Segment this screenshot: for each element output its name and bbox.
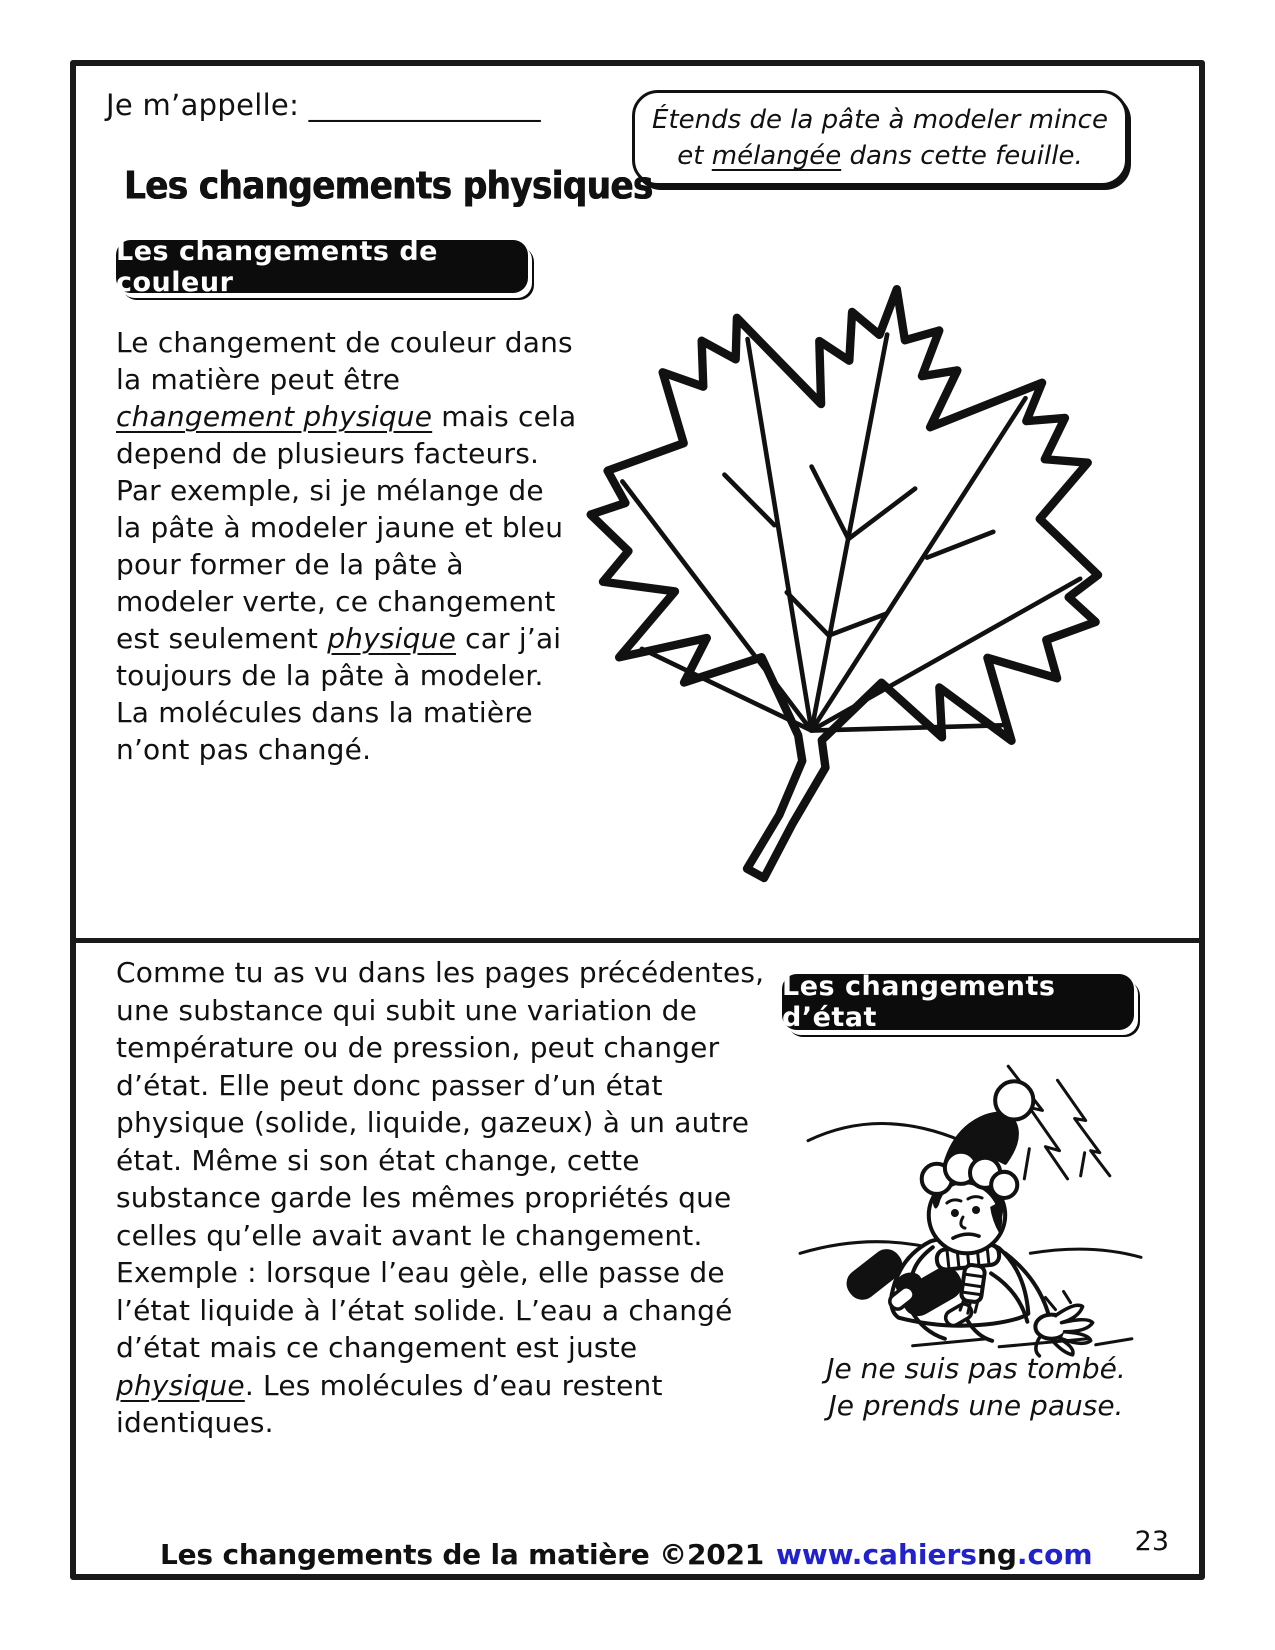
maple-leaf-illustration: [548, 258, 1136, 908]
instruction-box: [632, 90, 1128, 186]
page-number: 23: [1134, 1526, 1169, 1557]
para1-part3: car j’ai toujours de la pâte à modeler. La molécules dans la matière n’ont pas changé.: [116, 622, 562, 766]
name-label: Je m’appelle:: [106, 88, 300, 122]
url-com: .com: [1016, 1538, 1093, 1571]
boy-right-hand: [1035, 1305, 1092, 1356]
boy-sitting-on-ice-illustration: [794, 1044, 1146, 1366]
para1-underlined1: changement physique: [116, 400, 433, 433]
hat-pompom: [995, 1081, 1033, 1119]
banner-state-label: Les changements d’état: [782, 971, 1056, 1033]
para2-underlined: physique: [116, 1368, 245, 1402]
banner-changements-d-etat: [782, 971, 1134, 1033]
footer-title: Les changements de la matière ©2021: [160, 1538, 765, 1571]
state-section-paragraph: [116, 954, 778, 1442]
page-frame: [70, 60, 1205, 1580]
page-title: Les changements physiques: [124, 164, 653, 209]
para1-underlined2: physique: [327, 622, 456, 655]
para1-part1: Le changement de couleur dans la matière peut être: [116, 326, 573, 396]
para1-part2: mais cela depend de plusieurs facteurs. Par exemple, si je mélange de la pâte à modeler jaune et bleu pour former de la pâte à modeler verte, ce changement est seulement: [116, 400, 577, 655]
caption-line1: Je ne suis pas tombé.: [826, 1352, 1126, 1385]
name-line: [106, 88, 541, 122]
url-ng: ng: [976, 1538, 1017, 1571]
banner-color-label: Les changements de couleur: [116, 235, 438, 298]
section-divider: [70, 938, 1205, 943]
url-www-cahiers: www.cahiers: [776, 1538, 977, 1571]
instruction-part1: Étends de la pâte à modeler mince et: [652, 105, 1108, 171]
para2-part2: . Les molécules d’eau restent identiques.: [116, 1368, 663, 1439]
name-blank-line: ________________: [308, 88, 541, 122]
caption-line2: Je prends une pause.: [828, 1389, 1124, 1422]
instruction-text: [649, 102, 1111, 174]
instruction-part2: dans cette feuille.: [841, 141, 1083, 171]
boy-winter-hat: [922, 1081, 1034, 1198]
para2-part1: Comme tu as vu dans les pages précédentes, une substance qui subit une variation de température ou de pression, peut changer d’état. Elle peut donc passer d’un état physique (solide, liquide, gazeux) à un autre état. Même si son état change, cette substance garde les mêmes propriétés que celles qu’elle avait avant le changement. Exemple : lorsque l’eau gèle, elle passe de l’état liquide à l’état solide. L’eau a changé d’état mais ce changement est juste: [116, 956, 765, 1364]
instruction-underlined-word: mélangée: [711, 141, 842, 171]
color-section-paragraph: [116, 324, 578, 768]
banner-changements-de-couleur: [116, 235, 528, 298]
footer-website-link[interactable]: [776, 1538, 1093, 1571]
cartoon-caption: [776, 1350, 1176, 1424]
